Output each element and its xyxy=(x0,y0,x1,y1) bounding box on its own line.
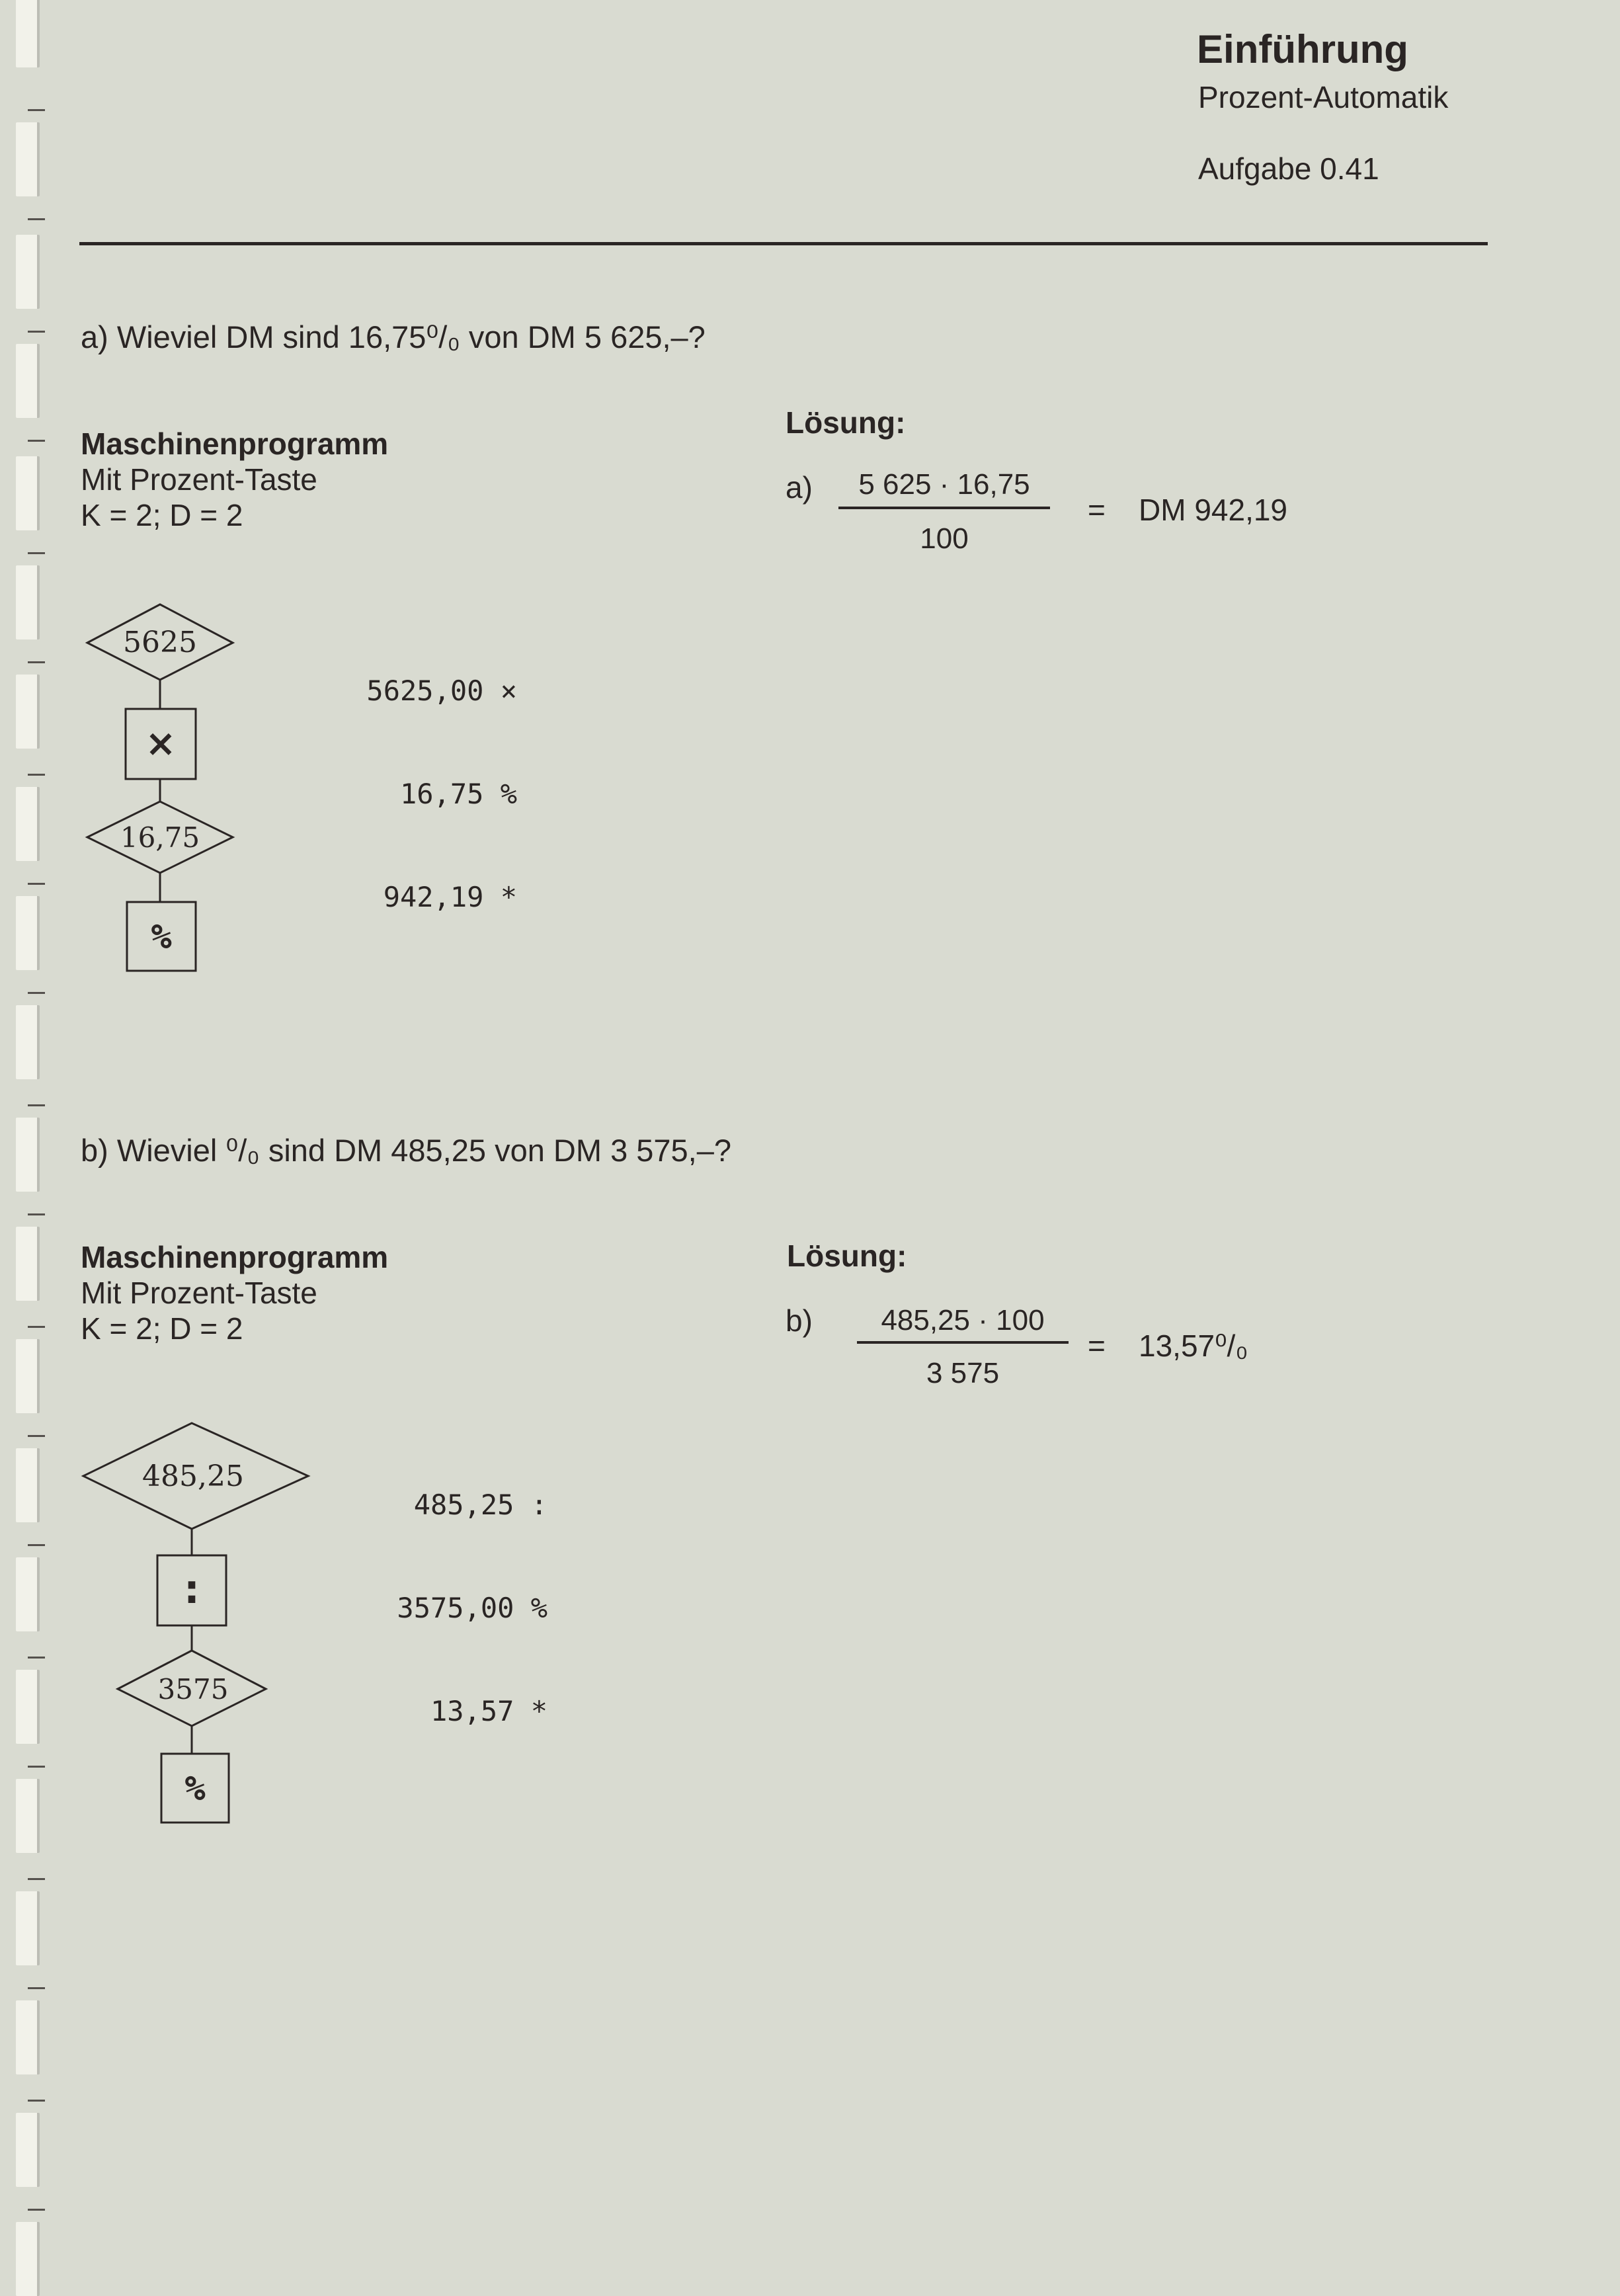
percent-key-box xyxy=(161,1754,229,1823)
task-number: Aufgabe 0.41 xyxy=(1198,151,1379,186)
input-value-2: 3575 xyxy=(157,1673,229,1705)
program-mode-b: Mit Prozent-Taste xyxy=(81,1276,317,1310)
spiral-binding xyxy=(0,0,53,2281)
fraction-line-b xyxy=(857,1341,1069,1344)
binding-ring xyxy=(16,2000,40,2074)
binding-ring xyxy=(16,235,40,309)
input-diamond-1 xyxy=(83,1423,308,1529)
binding-ring xyxy=(16,565,40,639)
result-b: 13,57⁰/₀ xyxy=(1139,1329,1248,1363)
input-diamond-2 xyxy=(118,1651,266,1726)
program-settings-a: K = 2; D = 2 xyxy=(81,498,243,532)
input-diamond-1 xyxy=(87,604,233,680)
binding-ring xyxy=(16,1227,40,1301)
tape-line: 16,75 % xyxy=(399,778,517,810)
binding-ring xyxy=(16,675,40,749)
printer-tape-a xyxy=(311,605,517,949)
divide-icon: : xyxy=(184,1567,200,1613)
percent-icon: % xyxy=(151,917,172,957)
program-mode-a: Mit Prozent-Taste xyxy=(81,462,317,497)
solution-label-a: Lösung: xyxy=(786,405,906,440)
binding-ring xyxy=(16,0,40,67)
fraction-denominator-b: 3 575 xyxy=(926,1357,1000,1389)
binding-ring xyxy=(16,1005,40,1079)
binding-ring xyxy=(16,1448,40,1522)
question-a: a) Wieviel DM sind 16,75⁰/₀ von DM 5 625,–? xyxy=(81,319,706,354)
question-b: b) Wieviel ⁰/₀ sind DM 485,25 von DM 3 575,–? xyxy=(81,1133,732,1168)
multiply-key-box xyxy=(126,709,196,779)
binding-ring xyxy=(16,2113,40,2187)
tape-line: 942,19 * xyxy=(383,881,517,913)
flowchart-b xyxy=(79,1415,317,1832)
divide-key-box xyxy=(157,1555,226,1625)
flowchart-a xyxy=(79,595,251,985)
binding-ring xyxy=(16,1339,40,1413)
printer-tape-b xyxy=(357,1419,547,1763)
binding-ring xyxy=(16,1670,40,1744)
binding-ring xyxy=(16,122,40,196)
solution-prefix-b: b) xyxy=(786,1303,813,1338)
section-title: Einführung xyxy=(1197,27,1408,71)
header-divider xyxy=(79,242,1488,245)
binding-ring xyxy=(16,1557,40,1631)
multiply-icon: × xyxy=(145,722,177,765)
binding-ring xyxy=(16,456,40,530)
tape-line: 13,57 * xyxy=(430,1695,547,1727)
program-title-b: Maschinenprogramm xyxy=(81,1240,389,1274)
tape-line: 485,25 : xyxy=(413,1489,547,1521)
input-value-1: 5625 xyxy=(123,626,197,659)
fraction-line-a xyxy=(838,507,1050,509)
section-subtitle: Prozent-Automatik xyxy=(1198,80,1449,114)
input-value-1: 485,25 xyxy=(142,1459,244,1493)
binding-ring xyxy=(16,1118,40,1192)
binding-ring xyxy=(16,1891,40,1965)
tape-line: 3575,00 % xyxy=(397,1592,547,1624)
solution-prefix-a: a) xyxy=(786,470,813,505)
tape-line: 5625,00 × xyxy=(366,675,517,707)
binding-ring xyxy=(16,896,40,970)
binding-ring xyxy=(16,2222,40,2296)
equals-sign-b: = xyxy=(1088,1329,1106,1363)
fraction-denominator-a: 100 xyxy=(920,522,969,555)
binding-ring xyxy=(16,1779,40,1853)
percent-icon: % xyxy=(184,1769,206,1809)
fraction-numerator-b: 485,25 · 100 xyxy=(881,1304,1045,1336)
input-value-2: 16,75 xyxy=(120,821,200,854)
input-diamond-2 xyxy=(87,801,233,873)
solution-label-b: Lösung: xyxy=(787,1239,907,1273)
fraction-numerator-a: 5 625 · 16,75 xyxy=(858,468,1030,501)
result-a: DM 942,19 xyxy=(1139,493,1288,527)
program-title-a: Maschinenprogramm xyxy=(81,427,389,461)
equals-sign-a: = xyxy=(1088,493,1106,527)
program-settings-b: K = 2; D = 2 xyxy=(81,1311,243,1346)
percent-key-box xyxy=(127,902,196,971)
binding-ring xyxy=(16,344,40,418)
binding-ring xyxy=(16,787,40,861)
